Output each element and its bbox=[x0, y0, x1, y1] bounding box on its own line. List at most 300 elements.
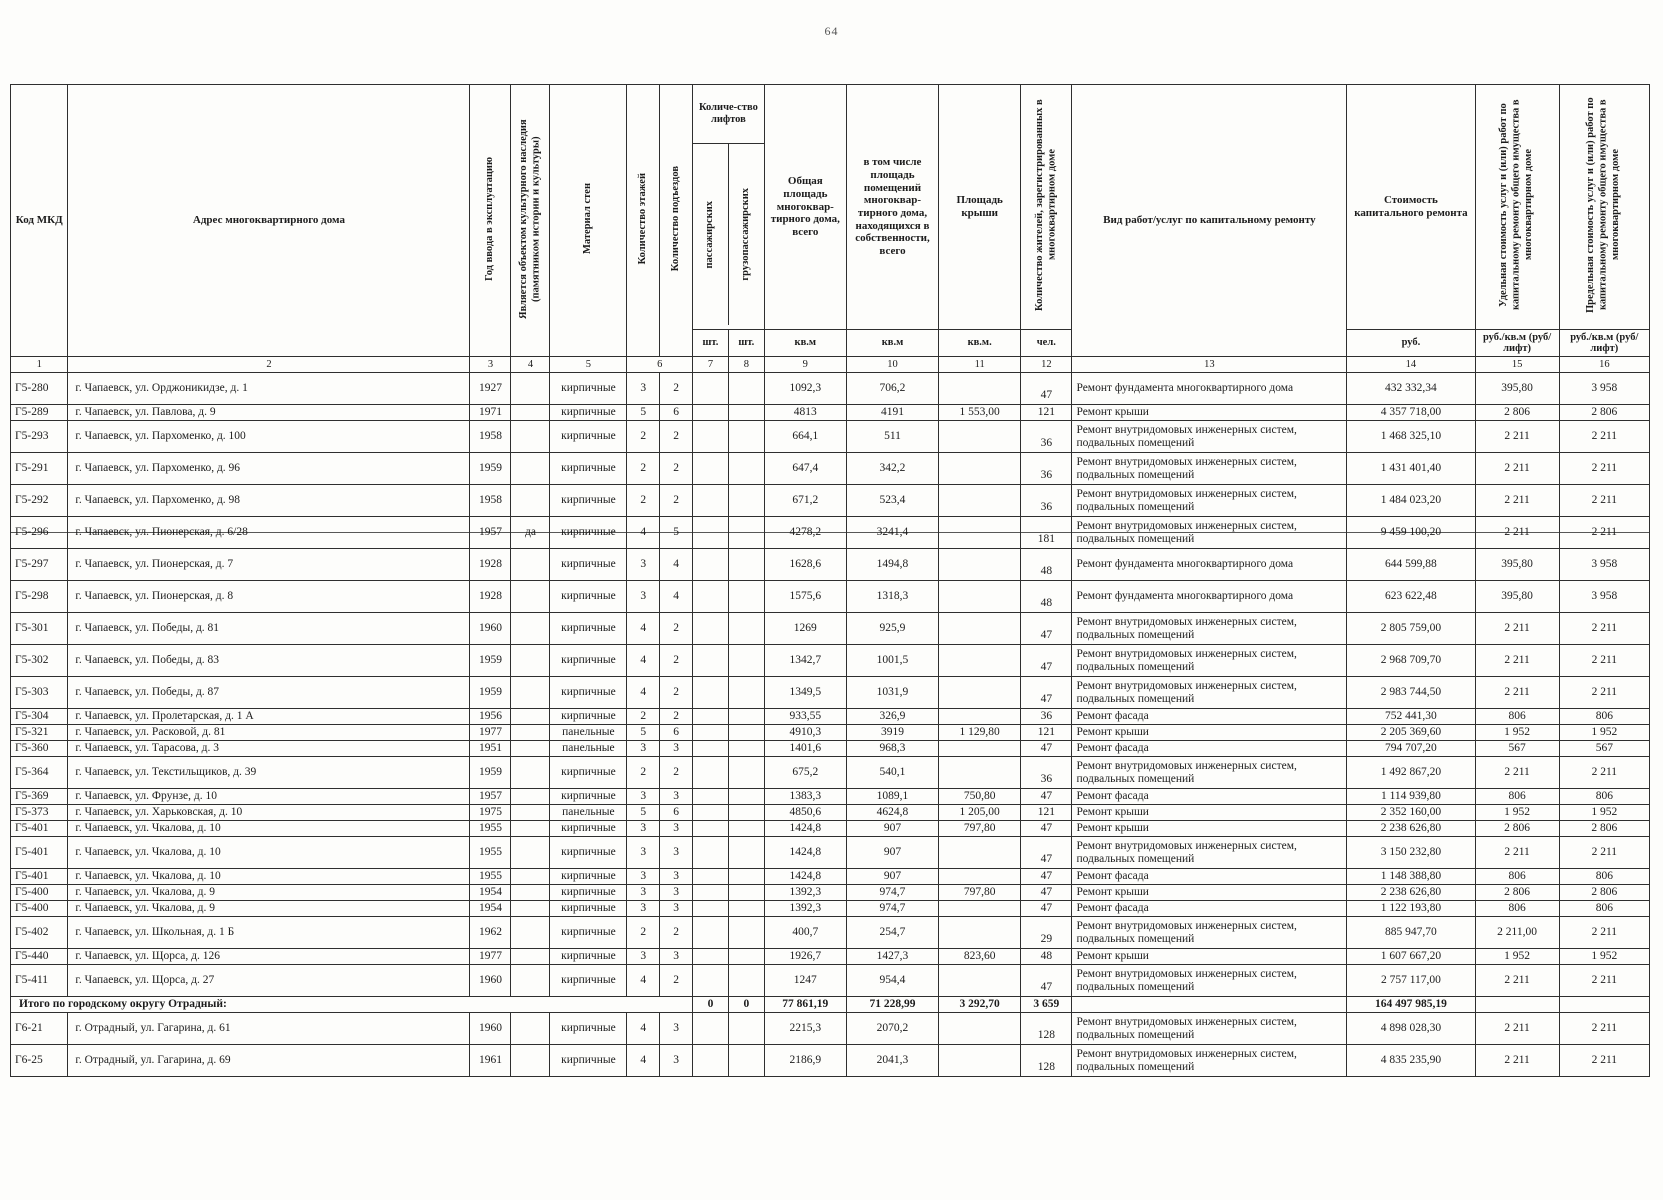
cell-work: Ремонт внутридомовых инженерных систем, подвальных помещений bbox=[1072, 677, 1347, 709]
cell-max-cost: 2 806 bbox=[1559, 405, 1649, 421]
cell-area-owned: 2041,3 bbox=[846, 1045, 938, 1077]
cell-max-cost: 2 211 bbox=[1559, 613, 1649, 645]
cell-max-cost: 3 958 bbox=[1559, 549, 1649, 581]
cell-lift-cargo bbox=[728, 757, 764, 789]
cell-max-cost: 2 806 bbox=[1559, 885, 1649, 901]
col-number: 4 bbox=[511, 357, 550, 373]
cell-floors: 4 bbox=[627, 1013, 660, 1045]
cell-max-cost: 2 806 bbox=[1559, 821, 1649, 837]
cell-wall: кирпичные bbox=[550, 549, 627, 581]
cell-heritage bbox=[511, 373, 550, 405]
cell-heritage bbox=[511, 869, 550, 885]
cell-address: г. Чапаевск, ул. Фрунзе, д. 10 bbox=[68, 789, 470, 805]
capital-repair-table bbox=[10, 84, 1650, 1077]
total-area-owned: 71 228,99 bbox=[846, 997, 938, 1013]
cell-floors: 3 bbox=[627, 837, 660, 869]
cell-heritage bbox=[511, 485, 550, 517]
cell-lift-pass bbox=[693, 421, 729, 453]
cell-code: Г6-25 bbox=[11, 1045, 68, 1077]
cell-work: Ремонт фасада bbox=[1072, 709, 1347, 725]
cell-lift-cargo bbox=[728, 613, 764, 645]
cell-unit-cost: 2 211 bbox=[1475, 965, 1559, 997]
cell-roof bbox=[939, 373, 1021, 405]
col-number: 11 bbox=[939, 357, 1021, 373]
cell-heritage bbox=[511, 837, 550, 869]
cell-lift-cargo bbox=[728, 869, 764, 885]
cell-entrances: 2 bbox=[660, 677, 693, 709]
cell-lift-pass bbox=[693, 869, 729, 885]
cell-lift-pass bbox=[693, 757, 729, 789]
cell-lift-pass bbox=[693, 709, 729, 725]
cell-code: Г5-296 bbox=[11, 517, 68, 549]
cell-roof: 1 129,80 bbox=[939, 725, 1021, 741]
cell-unit-cost: 395,80 bbox=[1475, 581, 1559, 613]
cell-cost: 3 150 232,80 bbox=[1347, 837, 1475, 869]
cell-lift-pass bbox=[693, 789, 729, 805]
cell-unit-cost: 806 bbox=[1475, 709, 1559, 725]
unit-roof-area: кв.м. bbox=[939, 330, 1021, 357]
cell-lift-cargo bbox=[728, 677, 764, 709]
cell-floors: 4 bbox=[627, 965, 660, 997]
table-row bbox=[11, 837, 1650, 869]
total-lift-pass: 0 bbox=[693, 997, 729, 1013]
cell-work: Ремонт крыши bbox=[1072, 885, 1347, 901]
cell-lift-cargo bbox=[728, 965, 764, 997]
cell-address: г. Чапаевск, ул. Щорса, д. 126 bbox=[68, 949, 470, 965]
unit-residents: чел. bbox=[1021, 330, 1072, 357]
cell-area-total: 1247 bbox=[764, 965, 846, 997]
cell-address: г. Чапаевск, ул. Чкалова, д. 10 bbox=[68, 869, 470, 885]
cell-entrances: 3 bbox=[660, 837, 693, 869]
cell-wall: кирпичные bbox=[550, 613, 627, 645]
cell-roof: 1 553,00 bbox=[939, 405, 1021, 421]
cell-lift-cargo bbox=[728, 405, 764, 421]
cell-residents: 47 bbox=[1021, 789, 1072, 805]
cell-area-owned: 523,4 bbox=[846, 485, 938, 517]
cell-residents: 121 bbox=[1021, 405, 1072, 421]
cell-lift-pass bbox=[693, 453, 729, 485]
cell-wall: кирпичные bbox=[550, 581, 627, 613]
cell-entrances: 3 bbox=[660, 789, 693, 805]
cell-year: 1954 bbox=[470, 885, 511, 901]
cell-residents: 47 bbox=[1021, 885, 1072, 901]
header-work-type: Вид работ/услуг по капитальному ремонту bbox=[1072, 85, 1347, 357]
table-row bbox=[11, 709, 1650, 725]
cell-address: г. Чапаевск, ул. Чкалова, д. 10 bbox=[68, 821, 470, 837]
cell-max-cost: 2 211 bbox=[1559, 485, 1649, 517]
cell-heritage bbox=[511, 405, 550, 421]
cell-unit-cost: 2 211,00 bbox=[1475, 917, 1559, 949]
cell-work: Ремонт внутридомовых инженерных систем, подвальных помещений bbox=[1072, 1045, 1347, 1077]
cell-residents: 47 bbox=[1021, 901, 1072, 917]
cell-lift-pass bbox=[693, 821, 729, 837]
table-row bbox=[11, 725, 1650, 741]
header-unit-cost: Удельная стоимость услуг и (или) работ по капитальному ремонту общего имущества в многоквартирном доме bbox=[1475, 85, 1559, 330]
cell-heritage bbox=[511, 581, 550, 613]
cell-area-owned: 4191 bbox=[846, 405, 938, 421]
cell-residents: 36 bbox=[1021, 709, 1072, 725]
header-lifts-title: Количе-ство лифтов bbox=[693, 85, 764, 144]
cell-entrances: 3 bbox=[660, 885, 693, 901]
cell-wall: кирпичные bbox=[550, 949, 627, 965]
header-residents: Количество жителей, зарегистрированных в многоквартирном доме bbox=[1021, 85, 1072, 330]
cell-address: г. Чапаевск, ул. Чкалова, д. 9 bbox=[68, 885, 470, 901]
cell-area-total: 671,2 bbox=[764, 485, 846, 517]
header-area-owned: в том числе площадь помещений многоквар-тирного дома, находящихся в собственности, всего bbox=[846, 85, 938, 330]
cell-year: 1958 bbox=[470, 485, 511, 517]
cell-address: г. Чапаевск, ул. Щорса, д. 27 bbox=[68, 965, 470, 997]
cell-lift-cargo bbox=[728, 517, 764, 549]
cell-cost: 1 122 193,80 bbox=[1347, 901, 1475, 917]
cell-floors: 3 bbox=[627, 949, 660, 965]
cell-floors: 4 bbox=[627, 517, 660, 549]
col-number: 8 bbox=[728, 357, 764, 373]
cell-cost: 2 968 709,70 bbox=[1347, 645, 1475, 677]
cell-heritage bbox=[511, 613, 550, 645]
cell-unit-cost: 2 806 bbox=[1475, 821, 1559, 837]
cell-max-cost: 2 211 bbox=[1559, 757, 1649, 789]
cell-address: г. Чапаевск, ул. Школьная, д. 1 Б bbox=[68, 917, 470, 949]
header-lift-cargo: грузопассажирских bbox=[740, 188, 752, 281]
cell-code: Г5-298 bbox=[11, 581, 68, 613]
cell-work: Ремонт внутридомовых инженерных систем, подвальных помещений bbox=[1072, 1013, 1347, 1045]
cell-roof bbox=[939, 901, 1021, 917]
cell-entrances: 2 bbox=[660, 917, 693, 949]
cell-lift-cargo bbox=[728, 421, 764, 453]
cell-heritage bbox=[511, 677, 550, 709]
cell-residents: 47 bbox=[1021, 741, 1072, 757]
cell-roof bbox=[939, 1013, 1021, 1045]
cell-wall: панельные bbox=[550, 805, 627, 821]
cell-lift-pass bbox=[693, 485, 729, 517]
cell-entrances: 6 bbox=[660, 405, 693, 421]
cell-entrances: 2 bbox=[660, 453, 693, 485]
cell-work: Ремонт крыши bbox=[1072, 949, 1347, 965]
header-roof-area: Площадь крыши bbox=[939, 85, 1021, 330]
cell-area-owned: 1089,1 bbox=[846, 789, 938, 805]
cell-cost: 4 898 028,30 bbox=[1347, 1013, 1475, 1045]
cell-cost: 1 114 939,80 bbox=[1347, 789, 1475, 805]
unit-max-cost: руб./кв.м (руб/лифт) bbox=[1559, 330, 1649, 357]
cell-cost: 752 441,30 bbox=[1347, 709, 1475, 725]
cell-lift-pass bbox=[693, 581, 729, 613]
col-number: 6 bbox=[627, 357, 693, 373]
cell-code: Г5-321 bbox=[11, 725, 68, 741]
cell-residents: 47 bbox=[1021, 613, 1072, 645]
cell-year: 1977 bbox=[470, 949, 511, 965]
cell-heritage: да bbox=[511, 517, 550, 549]
cell-max-cost: 2 211 bbox=[1559, 421, 1649, 453]
cell-residents: 121 bbox=[1021, 805, 1072, 821]
cell-address: г. Отрадный, ул. Гагарина, д. 69 bbox=[68, 1045, 470, 1077]
cell-max-cost: 2 211 bbox=[1559, 837, 1649, 869]
cell-lift-pass bbox=[693, 949, 729, 965]
cell-area-owned: 3241,4 bbox=[846, 517, 938, 549]
cell-work: Ремонт фасада bbox=[1072, 901, 1347, 917]
cell-floors: 5 bbox=[627, 805, 660, 821]
cell-code: Г5-440 bbox=[11, 949, 68, 965]
header-address: Адрес многоквартирного дома bbox=[68, 85, 470, 357]
cell-cost: 2 238 626,80 bbox=[1347, 885, 1475, 901]
cell-max-cost: 2 211 bbox=[1559, 645, 1649, 677]
cell-work: Ремонт фундамента многоквартирного дома bbox=[1072, 581, 1347, 613]
cell-work: Ремонт фасада bbox=[1072, 741, 1347, 757]
cell-cost: 1 484 023,20 bbox=[1347, 485, 1475, 517]
table-row bbox=[11, 789, 1650, 805]
cell-year: 1960 bbox=[470, 1013, 511, 1045]
cell-roof bbox=[939, 1045, 1021, 1077]
cell-max-cost: 2 211 bbox=[1559, 453, 1649, 485]
cell-lift-cargo bbox=[728, 1045, 764, 1077]
cell-lift-pass bbox=[693, 405, 729, 421]
cell-entrances: 2 bbox=[660, 965, 693, 997]
cell-max-cost: 1 952 bbox=[1559, 805, 1649, 821]
cell-wall: кирпичные bbox=[550, 837, 627, 869]
cell-lift-pass bbox=[693, 613, 729, 645]
cell-area-total: 1424,8 bbox=[764, 821, 846, 837]
table-row bbox=[11, 677, 1650, 709]
cell-area-owned: 907 bbox=[846, 869, 938, 885]
cell-area-total: 4850,6 bbox=[764, 805, 846, 821]
cell-unit-cost: 2 211 bbox=[1475, 613, 1559, 645]
cell-roof: 797,80 bbox=[939, 885, 1021, 901]
cell-lift-pass bbox=[693, 837, 729, 869]
cell-area-total: 647,4 bbox=[764, 453, 846, 485]
cell-area-owned: 4624,8 bbox=[846, 805, 938, 821]
cell-year: 1957 bbox=[470, 789, 511, 805]
cell-address: г. Чапаевск, ул. Чкалова, д. 10 bbox=[68, 837, 470, 869]
cell-lift-cargo bbox=[728, 821, 764, 837]
cell-wall: кирпичные bbox=[550, 789, 627, 805]
cell-year: 1928 bbox=[470, 581, 511, 613]
cell-area-total: 1926,7 bbox=[764, 949, 846, 965]
cell-year: 1962 bbox=[470, 917, 511, 949]
cell-area-total: 1383,3 bbox=[764, 789, 846, 805]
cell-entrances: 2 bbox=[660, 613, 693, 645]
cell-cost: 432 332,34 bbox=[1347, 373, 1475, 405]
cell-area-owned: 1427,3 bbox=[846, 949, 938, 965]
header-lifts-group bbox=[693, 85, 765, 330]
cell-area-owned: 342,2 bbox=[846, 453, 938, 485]
table-row bbox=[11, 949, 1650, 965]
cell-residents: 48 bbox=[1021, 949, 1072, 965]
cell-work: Ремонт внутридомовых инженерных систем, подвальных помещений bbox=[1072, 613, 1347, 645]
cell-lift-pass bbox=[693, 725, 729, 741]
cell-area-total: 1392,3 bbox=[764, 885, 846, 901]
cell-floors: 3 bbox=[627, 581, 660, 613]
cell-area-total: 1401,6 bbox=[764, 741, 846, 757]
cell-floors: 3 bbox=[627, 549, 660, 581]
cell-wall: кирпичные bbox=[550, 405, 627, 421]
cell-roof bbox=[939, 453, 1021, 485]
cell-wall: панельные bbox=[550, 741, 627, 757]
cell-lift-cargo bbox=[728, 709, 764, 725]
cell-code: Г5-364 bbox=[11, 757, 68, 789]
cell-unit-cost: 2 211 bbox=[1475, 677, 1559, 709]
cell-max-cost: 806 bbox=[1559, 789, 1649, 805]
page-number: 64 bbox=[824, 24, 839, 38]
cell-lift-cargo bbox=[728, 837, 764, 869]
cell-code: Г5-297 bbox=[11, 549, 68, 581]
cell-work: Ремонт внутридомовых инженерных систем, подвальных помещений bbox=[1072, 645, 1347, 677]
cell-unit-cost: 806 bbox=[1475, 789, 1559, 805]
cell-floors: 2 bbox=[627, 709, 660, 725]
cell-area-owned: 925,9 bbox=[846, 613, 938, 645]
cell-max-cost: 806 bbox=[1559, 901, 1649, 917]
cell-area-total: 2215,3 bbox=[764, 1013, 846, 1045]
table-row bbox=[11, 405, 1650, 421]
cell-lift-pass bbox=[693, 901, 729, 917]
cell-address: г. Чапаевск, ул. Победы, д. 81 bbox=[68, 613, 470, 645]
cell-area-owned: 3919 bbox=[846, 725, 938, 741]
cell-code: Г5-402 bbox=[11, 917, 68, 949]
cell-area-total: 675,2 bbox=[764, 757, 846, 789]
cell-code: Г6-21 bbox=[11, 1013, 68, 1045]
cell-address: г. Чапаевск, ул. Чкалова, д. 9 bbox=[68, 901, 470, 917]
cell-floors: 2 bbox=[627, 421, 660, 453]
cell-area-owned: 254,7 bbox=[846, 917, 938, 949]
cell-address: г. Чапаевск, ул. Пархоменко, д. 96 bbox=[68, 453, 470, 485]
cell-lift-cargo bbox=[728, 1013, 764, 1045]
header-max-cost: Предельная стоимость услуг и (или) работ по капитальному ремонту общего имущества в многоквартирном доме bbox=[1559, 85, 1649, 330]
col-number: 14 bbox=[1347, 357, 1475, 373]
cell-heritage bbox=[511, 1045, 550, 1077]
cell-code: Г5-401 bbox=[11, 821, 68, 837]
cell-max-cost: 3 958 bbox=[1559, 373, 1649, 405]
cell-address: г. Чапаевск, ул. Победы, д. 83 bbox=[68, 645, 470, 677]
table-row bbox=[11, 453, 1650, 485]
cell-max-cost: 567 bbox=[1559, 741, 1649, 757]
cell-wall: кирпичные bbox=[550, 821, 627, 837]
cell-residents: 47 bbox=[1021, 869, 1072, 885]
cell-floors: 3 bbox=[627, 373, 660, 405]
cell-year: 1955 bbox=[470, 821, 511, 837]
table-row bbox=[11, 1045, 1650, 1077]
col-number: 12 bbox=[1021, 357, 1072, 373]
cell-year: 1954 bbox=[470, 901, 511, 917]
cell-work: Ремонт крыши bbox=[1072, 405, 1347, 421]
table-header bbox=[11, 85, 1650, 373]
header-entrances: Количество подъездов bbox=[660, 85, 693, 357]
cell-year: 1957 bbox=[470, 517, 511, 549]
cell-unit-cost: 2 211 bbox=[1475, 837, 1559, 869]
cell-work: Ремонт фундамента многоквартирного дома bbox=[1072, 549, 1347, 581]
cell-max-cost: 2 211 bbox=[1559, 965, 1649, 997]
cell-wall: кирпичные bbox=[550, 901, 627, 917]
cell-cost: 885 947,70 bbox=[1347, 917, 1475, 949]
cell-work: Ремонт внутридомовых инженерных систем, подвальных помещений bbox=[1072, 517, 1347, 549]
cell-residents: 36 bbox=[1021, 421, 1072, 453]
cell-work: Ремонт фасада bbox=[1072, 789, 1347, 805]
cell-lift-cargo bbox=[728, 901, 764, 917]
total-label: Итого по городскому округу Отрадный: bbox=[11, 997, 693, 1013]
cell-area-owned: 1318,3 bbox=[846, 581, 938, 613]
cell-entrances: 3 bbox=[660, 949, 693, 965]
cell-lift-cargo bbox=[728, 949, 764, 965]
cell-max-cost: 1 952 bbox=[1559, 949, 1649, 965]
cell-entrances: 2 bbox=[660, 709, 693, 725]
cell-address: г. Чапаевск, ул. Пролетарская, д. 1 А bbox=[68, 709, 470, 725]
table-row bbox=[11, 821, 1650, 837]
header-year: Год ввода в эксплуатацию bbox=[470, 85, 511, 357]
cell-floors: 2 bbox=[627, 917, 660, 949]
table-row bbox=[11, 645, 1650, 677]
cell-unit-cost: 1 952 bbox=[1475, 949, 1559, 965]
cell-residents: 29 bbox=[1021, 917, 1072, 949]
cell-roof: 797,80 bbox=[939, 821, 1021, 837]
cell-area-owned: 326,9 bbox=[846, 709, 938, 725]
cell-year: 1959 bbox=[470, 677, 511, 709]
cell-year: 1961 bbox=[470, 1045, 511, 1077]
col-number: 13 bbox=[1072, 357, 1347, 373]
cell-work: Ремонт внутридомовых инженерных систем, подвальных помещений bbox=[1072, 421, 1347, 453]
cell-area-owned: 907 bbox=[846, 821, 938, 837]
cell-residents: 47 bbox=[1021, 373, 1072, 405]
cell-entrances: 2 bbox=[660, 373, 693, 405]
cell-roof bbox=[939, 965, 1021, 997]
col-number: 1 bbox=[11, 357, 68, 373]
cell-residents: 47 bbox=[1021, 821, 1072, 837]
cell-heritage bbox=[511, 965, 550, 997]
cell-max-cost: 2 211 bbox=[1559, 1045, 1649, 1077]
cell-year: 1955 bbox=[470, 869, 511, 885]
cell-lift-pass bbox=[693, 549, 729, 581]
cell-address: г. Чапаевск, ул. Текстильщиков, д. 39 bbox=[68, 757, 470, 789]
cell-entrances: 3 bbox=[660, 1045, 693, 1077]
header-lift-passenger: пассажирских bbox=[693, 144, 729, 325]
cell-wall: кирпичные bbox=[550, 965, 627, 997]
col-number: 9 bbox=[764, 357, 846, 373]
cell-unit-cost: 2 211 bbox=[1475, 1013, 1559, 1045]
cell-cost: 1 431 401,40 bbox=[1347, 453, 1475, 485]
cell-code: Г5-280 bbox=[11, 373, 68, 405]
cell-work: Ремонт внутридомовых инженерных систем, подвальных помещений bbox=[1072, 453, 1347, 485]
cell-heritage bbox=[511, 805, 550, 821]
cell-work: Ремонт внутридомовых инженерных систем, подвальных помещений bbox=[1072, 965, 1347, 997]
cell-lift-cargo bbox=[728, 485, 764, 517]
cell-heritage bbox=[511, 421, 550, 453]
cell-entrances: 2 bbox=[660, 485, 693, 517]
cell-year: 1958 bbox=[470, 421, 511, 453]
cell-heritage bbox=[511, 917, 550, 949]
cell-address: г. Чапаевск, ул. Пионерская, д. 8 bbox=[68, 581, 470, 613]
cell-address: г. Чапаевск, ул. Расковой, д. 81 bbox=[68, 725, 470, 741]
cell-year: 1959 bbox=[470, 757, 511, 789]
cell-max-cost: 2 211 bbox=[1559, 917, 1649, 949]
cell-wall: кирпичные bbox=[550, 421, 627, 453]
cell-wall: кирпичные bbox=[550, 1013, 627, 1045]
cell-work: Ремонт крыши bbox=[1072, 805, 1347, 821]
header-row-numbers bbox=[11, 357, 1650, 373]
cell-entrances: 2 bbox=[660, 421, 693, 453]
cell-cost: 1 607 667,20 bbox=[1347, 949, 1475, 965]
cell-address: г. Чапаевск, ул. Орджоникидзе, д. 1 bbox=[68, 373, 470, 405]
cell-entrances: 3 bbox=[660, 741, 693, 757]
col-number: 2 bbox=[68, 357, 470, 373]
total-row bbox=[11, 997, 1650, 1013]
cell-area-total: 933,55 bbox=[764, 709, 846, 725]
cell-residents: 47 bbox=[1021, 837, 1072, 869]
cell-area-total: 1269 bbox=[764, 613, 846, 645]
cell-lift-pass bbox=[693, 517, 729, 549]
unit-lift-passenger: шт. bbox=[693, 330, 729, 357]
cell-year: 1971 bbox=[470, 405, 511, 421]
cell-code: Г5-303 bbox=[11, 677, 68, 709]
cell-area-owned: 511 bbox=[846, 421, 938, 453]
cell-floors: 4 bbox=[627, 613, 660, 645]
cell-residents: 181 bbox=[1021, 517, 1072, 549]
cell-area-total: 1092,3 bbox=[764, 373, 846, 405]
